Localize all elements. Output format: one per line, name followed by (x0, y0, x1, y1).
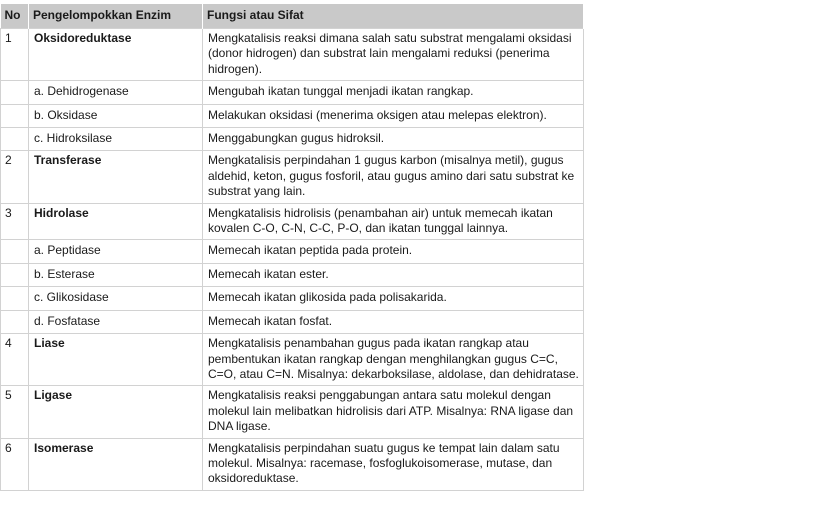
table-row (1, 128, 584, 151)
cell-group: d. Fosfatase (29, 310, 203, 333)
cell-function: Mengkatalisis reaksi penggabungan antara satu molekul dengan molekul lain melibatkan hidrolisis dari ATP. Misalnya: RNA ligase dan DNA ligase. (203, 386, 584, 438)
cell-no: 3 (1, 203, 29, 240)
cell-no (1, 128, 29, 151)
cell-group: b. Esterase (29, 263, 203, 286)
table-row (1, 29, 584, 81)
cell-function: Mengubah ikatan tunggal menjadi ikatan rangkap. (203, 81, 584, 104)
cell-no (1, 240, 29, 263)
header-no: No (1, 4, 29, 29)
table-row (1, 104, 584, 127)
cell-group: Oksidoreduktase (29, 29, 203, 81)
table-row (1, 334, 584, 386)
table-row (1, 203, 584, 240)
cell-no: 1 (1, 29, 29, 81)
cell-group: c. Glikosidase (29, 287, 203, 310)
cell-function: Mengkatalisis reaksi dimana salah satu substrat mengalami oksidasi (donor hidrogen) dan substrat lain mengalami reduksi (penerima hidrogen). (203, 29, 584, 81)
table-row (1, 386, 584, 438)
cell-no (1, 263, 29, 286)
cell-group: Hidrolase (29, 203, 203, 240)
cell-no: 4 (1, 334, 29, 386)
cell-group: a. Peptidase (29, 240, 203, 263)
cell-group: b. Oksidase (29, 104, 203, 127)
cell-group: a. Dehidrogenase (29, 81, 203, 104)
table-row (1, 240, 584, 263)
enzyme-table (0, 4, 584, 491)
header-group: Pengelompokkan Enzim (29, 4, 203, 29)
cell-function: Memecah ikatan glikosida pada polisakarida. (203, 287, 584, 310)
cell-group: Transferase (29, 151, 203, 203)
cell-function: Memecah ikatan ester. (203, 263, 584, 286)
cell-no (1, 287, 29, 310)
header-function: Fungsi atau Sifat (203, 4, 584, 29)
table-row (1, 263, 584, 286)
table-body (1, 29, 584, 491)
cell-no: 2 (1, 151, 29, 203)
cell-function: Melakukan oksidasi (menerima oksigen atau melepas elektron). (203, 104, 584, 127)
cell-group: c. Hidroksilase (29, 128, 203, 151)
table-row (1, 81, 584, 104)
table-row (1, 438, 584, 490)
cell-group: Liase (29, 334, 203, 386)
cell-no (1, 81, 29, 104)
cell-function: Mengkatalisis perpindahan suatu gugus ke tempat lain dalam satu molekul. Misalnya: racemase, fosfoglukoisomerase, mutase, dan oksidoreduktase. (203, 438, 584, 490)
table-row (1, 310, 584, 333)
cell-no (1, 310, 29, 333)
table-row (1, 287, 584, 310)
cell-function: Memecah ikatan peptida pada protein. (203, 240, 584, 263)
cell-function: Menggabungkan gugus hidroksil. (203, 128, 584, 151)
cell-no: 5 (1, 386, 29, 438)
cell-no: 6 (1, 438, 29, 490)
cell-function: Mengkatalisis perpindahan 1 gugus karbon (misalnya metil), gugus aldehid, keton, gugus fosforil, atau gugus amino dari satu substrat ke substrat yang lain. (203, 151, 584, 203)
cell-group: Ligase (29, 386, 203, 438)
cell-group: Isomerase (29, 438, 203, 490)
table-header-row (1, 4, 584, 29)
cell-function: Mengkatalisis penambahan gugus pada ikatan rangkap atau pembentukan ikatan rangkap dengan menghilangkan gugus C=C, C=O, atau C=N. Misalnya: dekarboksilase, aldolase, dan dehidratase. (203, 334, 584, 386)
cell-function: Memecah ikatan fosfat. (203, 310, 584, 333)
table-row (1, 151, 584, 203)
cell-function: Mengkatalisis hidrolisis (penambahan air) untuk memecah ikatan kovalen C-O, C-N, C-C, P-O, dan ikatan tunggal lainnya. (203, 203, 584, 240)
cell-no (1, 104, 29, 127)
